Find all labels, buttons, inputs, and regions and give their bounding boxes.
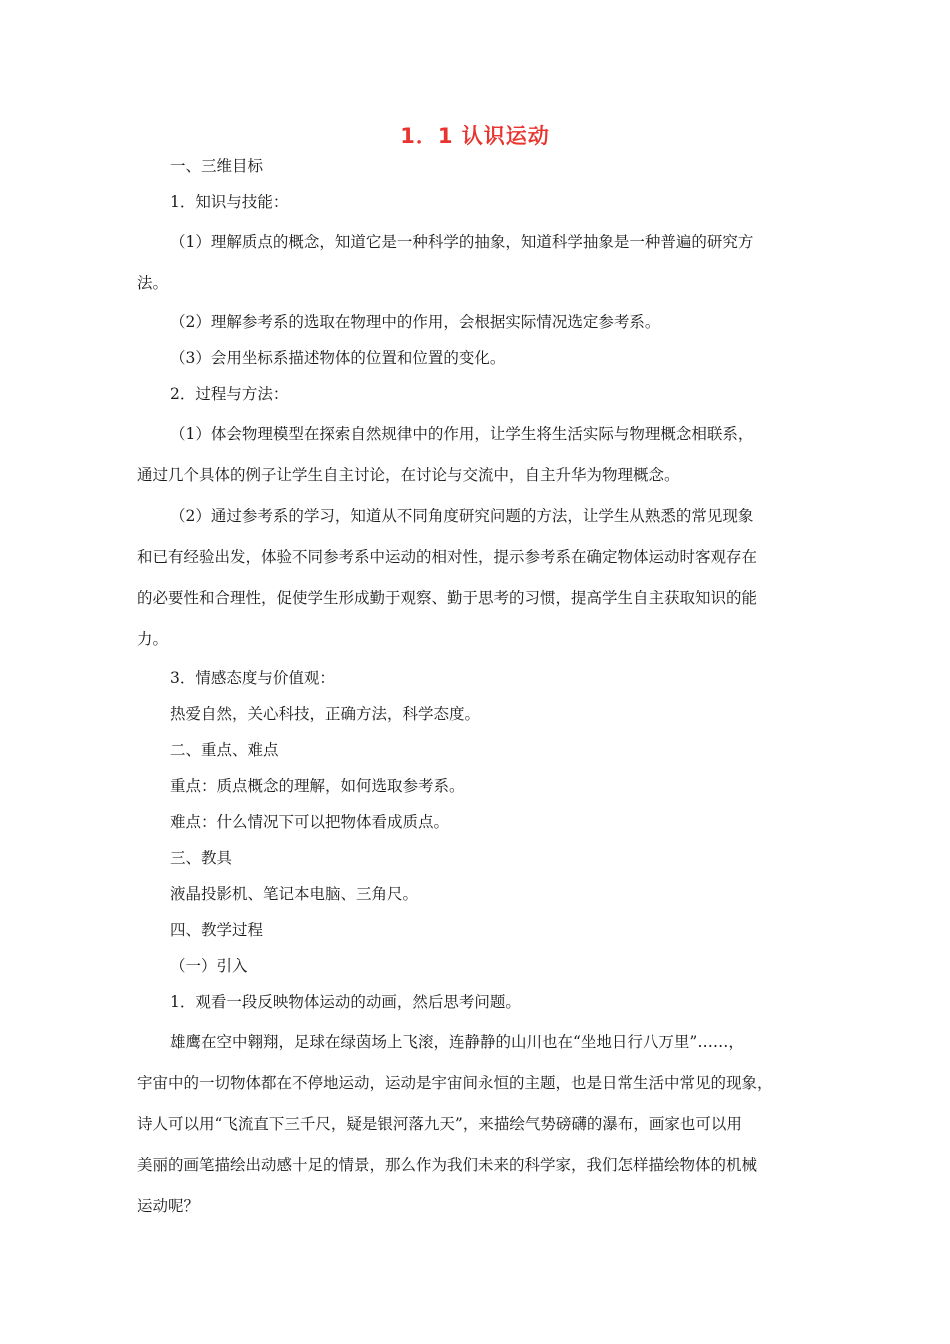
paragraph-line: 美丽的画笔描绘出动感十足的情景，那么作为我们未来的科学家，我们怎样描绘物体的机械 [137,1156,758,1174]
subheading-introduction: （一）引入 [170,957,248,975]
paragraph-attitude: 热爱自然，关心科技，正确方法，科学态度。 [170,705,481,723]
subheading-process-methods: 2．过程与方法： [170,385,289,403]
section-heading-teaching-aids: 三、教具 [170,849,233,867]
section-heading-objectives: 一、三维目标 [170,157,264,175]
paragraph-line: 力。 [137,630,169,648]
paragraph-teaching-aids: 液晶投影机、笔记本电脑、三角尺。 [170,885,419,903]
paragraph-introduction-text [137,1022,817,1227]
document-title: 1．1 认识运动 [400,124,550,148]
paragraph-line: 的必要性和合理性，促使学生形成勤于观察、勤于思考的习惯，提高学生自主获取知识的能 [137,589,758,607]
paragraph-line: 宇宙中的一切物体都在不停地运动，运动是宇宙间永恒的主题，也是日常生活中常见的现象， [137,1074,773,1092]
paragraph-line: 法。 [137,274,169,292]
paragraph-line: 诗人可以用“飞流直下三千尺，疑是银河落九天”，来描绘气势磅礴的瀑布，画家也可以用 [137,1115,742,1133]
paragraph-line: 运动呢？ [137,1197,200,1215]
paragraph-knowledge-item1 [137,222,817,304]
paragraph-introduction-item1: 1．观看一段反映物体运动的动画，然后思考问题。 [170,993,521,1011]
section-heading-key-points: 二、重点、难点 [170,741,279,759]
paragraph-line: （1）体会物理模型在探索自然规律中的作用，让学生将生活实际与物理概念相联系， [170,425,754,443]
subheading-knowledge-skills: 1．知识与技能： [170,193,289,211]
paragraph-line: 雄鹰在空中翱翔，足球在绿茵场上飞滚，连静静的山川也在“坐地日行八万里”……， [170,1033,744,1051]
paragraph-process-item2 [137,496,817,660]
document-body [137,148,817,1227]
paragraph-knowledge-item2: （2）理解参考系的选取在物理中的作用，会根据实际情况选定参考系。 [170,313,661,331]
paragraph-key-point: 重点：质点概念的理解，如何选取参考系。 [170,777,465,795]
section-heading-teaching-process: 四、教学过程 [170,921,264,939]
paragraph-difficult-point: 难点：什么情况下可以把物体看成质点。 [170,813,450,831]
paragraph-line: （2）通过参考系的学习，知道从不同角度研究问题的方法，让学生从熟悉的常见现象 [170,507,754,525]
paragraph-line: 通过几个具体的例子让学生自主讨论，在讨论与交流中，自主升华为物理概念。 [137,466,680,484]
paragraph-line: （1）理解质点的概念，知道它是一种科学的抽象，知道科学抽象是一种普遍的研究方 [170,233,754,251]
paragraph-knowledge-item3: （3）会用坐标系描述物体的位置和位置的变化。 [170,349,506,367]
paragraph-process-item1 [137,414,817,496]
paragraph-line: 和已有经验出发，体验不同参考系中运动的相对性，提示参考系在确定物体运动时客观存在 [137,548,758,566]
subheading-attitude-values: 3．情感态度与价值观： [170,669,335,687]
